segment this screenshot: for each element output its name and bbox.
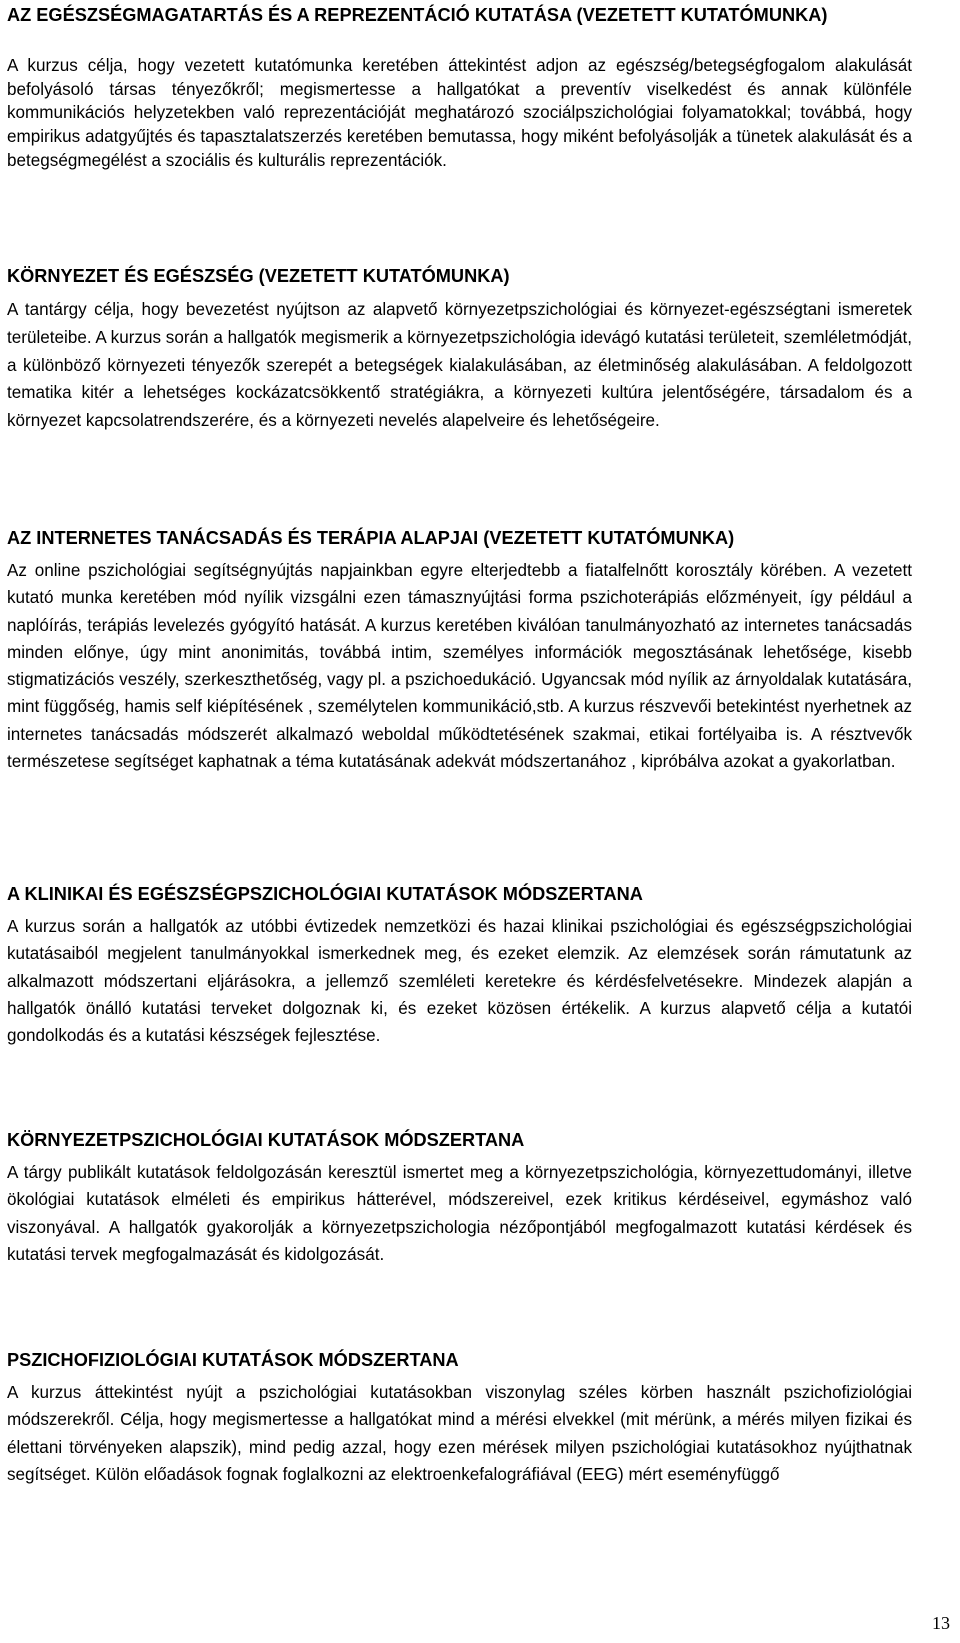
section-heading: KÖRNYEZETPSZICHOLÓGIAI KUTATÁSOK MÓDSZERTANA: [7, 1130, 525, 1150]
section-health-behavior: [7, 3, 912, 173]
section-heading: PSZICHOFIZIOLÓGIAI KUTATÁSOK MÓDSZERTANA: [7, 1350, 459, 1370]
section-heading: AZ INTERNETES TANÁCSADÁS ÉS TERÁPIA ALAPJAI (VEZETETT KUTATÓMUNKA): [7, 528, 735, 548]
section-paragraph: A kurzus során a hallgatók az utóbbi évtizedek nemzetközi és hazai klinikai pszichológiai és egészségpszichológiai kutatásaiból megjelent tanulmányokkal ismerkednek meg, és ezeket elemzik. Az elemzések során rámutatunk az alkalmazott módszertani eljárásokra, a jellemző szemléleti keretekre és kérdésfelvetésekre. Mindezek alapján a hallgatók önálló kutatási terveket dolgoznak ki, és ezeket közösen értékelik. A kurzus alapvető célja a kutatói gondolkodás és a kutatási készségek fejlesztése.: [7, 917, 912, 1046]
section-clinical-methodology: [7, 882, 912, 1049]
page-number: 13: [932, 1613, 950, 1633]
section-heading: AZ EGÉSZSÉGMAGATARTÁS ÉS A REPREZENTÁCIÓ KUTATÁSA (VEZETETT KUTATÓMUNKA): [7, 5, 828, 25]
section-environment-health: [7, 264, 912, 435]
section-environmental-methodology: [7, 1128, 912, 1268]
section-online-counseling: [7, 526, 912, 775]
section-heading: KÖRNYEZET ÉS EGÉSZSÉG (VEZETETT KUTATÓMUNKA): [7, 266, 510, 286]
section-psychophysiology-methodology: [7, 1348, 912, 1488]
section-heading: A KLINIKAI ÉS EGÉSZSÉGPSZICHOLÓGIAI KUTATÁSOK MÓDSZERTANA: [7, 884, 643, 904]
section-paragraph: A kurzus célja, hogy vezetett kutatómunka keretében áttekintést adjon az egészség/betegségfogalom alakulását befolyásoló társas tényezőkről; megismertesse a hallgatókat a preventív viselkedést és annak különféle kommunikációs helyzetekben való reprezentációját meghatározó szociálpszichológiai folyamatokkal; továbbá, hogy empirikus adatgyűjtés és tapasztalatszerzés keretében bemutassa, hogy miként befolyásolják a tünetek alakulását és a betegségmegélést a szociális és kulturális reprezentációk.: [7, 56, 912, 170]
section-paragraph: A tárgy publikált kutatások feldolgozásán keresztül ismertet meg a környezetpszichológia, környezettudományi, illetve ökológiai kutatások elméleti és empirikus hátterével, módszereivel, ezek kritikus kérdéseivel, egymáshoz való viszonyával. A hallgatók gyakorolják a környezetpszichologia nézőpontjából megfogalmazott kutatási kérdések és kutatási tervek megfogalmazását és kidolgozását.: [7, 1163, 912, 1264]
section-paragraph: A kurzus áttekintést nyújt a pszichológiai kutatásokban viszonylag széles körben használt pszichofiziológiai módszerekről. Célja, hogy megismertesse a hallgatókat mind a mérési elvekkel (mit mérünk, a mérés milyen fizikai és élettani törvényeken alapszik), mind pedig azzal, hogy ezen mérések milyen pszichológiai kutatásokhoz nyújthatnak segítséget. Külön előadások fognak foglalkozni az elektroenkefalográfiával (EEG) mért eseményfüggő: [7, 1383, 912, 1484]
section-paragraph: A tantárgy célja, hogy bevezetést nyújtson az alapvető környezetpszichológiai és környezet-egészségtani ismeretek területeibe. A kurzus során a hallgatók megismerik a környezetpszichológia idevágó kutatási területeit, szemléletmódját, a különböző környezeti tényezők szerepét a betegségek kialakulásában, az életminőség alakulásában. A feldolgozott tematika kitér a lehetséges kockázatcsökkentő stratégiákra, a környezeti kultúra jelentőségére, társadalom és a környezet kapcsolatrendszerére, és a környezeti nevelés alapelveire és lehetőségeire.: [7, 300, 912, 431]
section-paragraph: Az online pszichológiai segítségnyújtás napjainkban egyre elterjedtebb a fiatalfelnőtt korosztály körében. A vezetett kutató munka keretében mód nyílik vizsgálni ezen támasznyújtási forma pszichoterápiás előzményeit, így például a naplóírás, terápiás levelezés gyógyító hatását. A kurzus keretében kiválóan tanulmányozható az internetes tanácsadás minden előnye, úgy mint anonimitás, továbbá intim, személyes információk megosztásának lehetősége, kisebb stigmatizációs veszély, szerkeszthetőség, vagy pl. a pszichoedukáció. Ugyancsak mód nyílik az árnyoldalak kutatására, mint függőség, hamis self kiépítésének , személytelen kommunikáció,stb. A kurzus részvevői betekintést nyerhetnek az internetes tanácsadás módszerét alkalmazó weboldal működtetésének szakmai, etikai fortélyaiba is. A résztvevők természetese segítséget kaphatnak a téma kutatásának adekvát módszertanához , kipróbálva azokat a gyakorlatban.: [7, 561, 912, 772]
